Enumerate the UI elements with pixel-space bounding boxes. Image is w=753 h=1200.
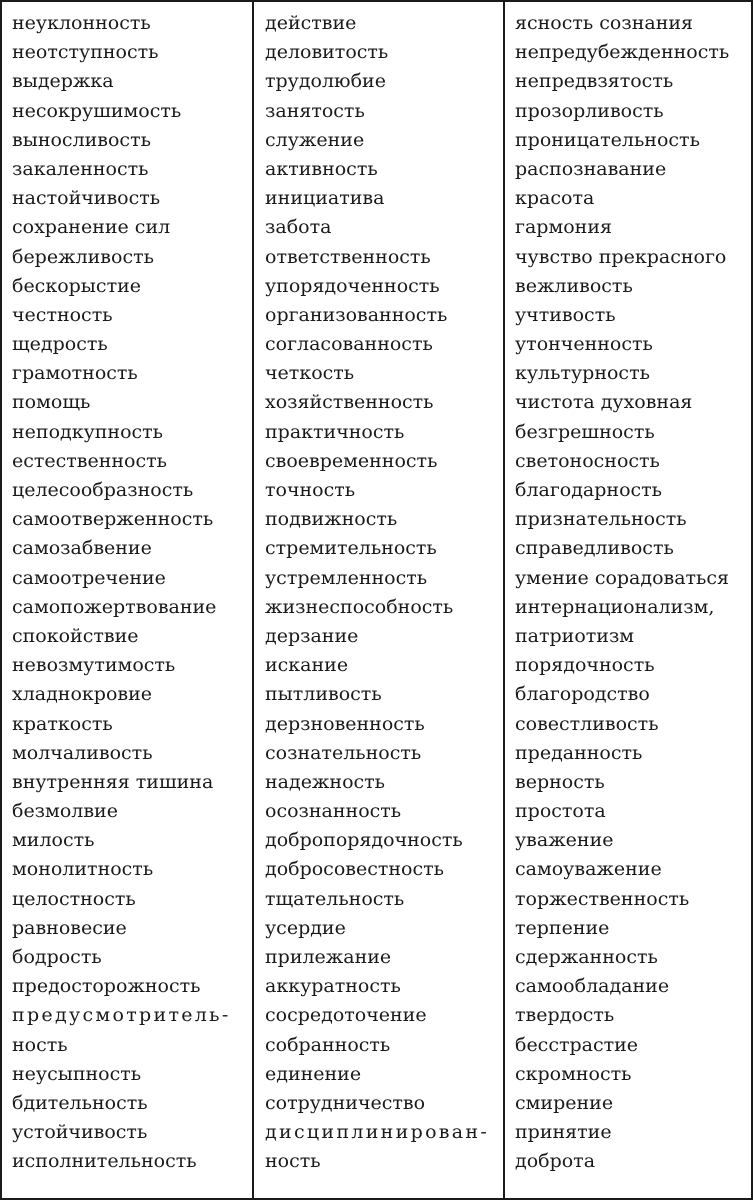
list-item: усердие (265, 916, 346, 939)
list-item: молчаливость (12, 741, 153, 764)
list-item: гармония (515, 216, 612, 239)
list-item: занятость (265, 99, 365, 122)
list-item: непредубежденность (515, 41, 730, 64)
list-item: благородство (515, 683, 650, 706)
list-item: практичность (265, 420, 405, 443)
list-item: выносливость (12, 128, 151, 151)
list-item: честность (12, 303, 113, 326)
list-item: самоотверженность (12, 508, 214, 531)
list-item: порядочность (515, 654, 655, 677)
list-item: стремительность (265, 537, 437, 560)
list-item: хозяйственность (265, 391, 434, 414)
list-item: устойчивость (12, 1121, 148, 1144)
list-item: сосредоточение (265, 1004, 427, 1027)
column-2-list (265, 9, 503, 1177)
list-item: дисциплинирован- (265, 1121, 490, 1144)
list-item: трудолюбие (265, 70, 386, 93)
list-item: признательность (515, 508, 687, 531)
list-item: сознательность (265, 741, 422, 764)
list-item: действие (265, 12, 357, 34)
list-item: проницательность (515, 128, 700, 151)
list-item: бдительность (12, 1091, 148, 1114)
list-item: скромность (515, 1062, 632, 1085)
list-item: благодарность (515, 479, 663, 501)
list-item: ность (12, 1033, 68, 1056)
list-item: справедливость (515, 537, 674, 560)
list-item: ответственность (265, 245, 431, 268)
list-item: четкость (265, 362, 355, 385)
list-item: устремленность (265, 566, 428, 589)
list-item: деловитость (265, 41, 389, 64)
list-item: надежность (265, 770, 386, 793)
list-item: подвижность (265, 508, 398, 531)
list-item: закаленность (12, 157, 149, 180)
list-item: организованность (265, 303, 448, 326)
list-item: самоотречение (12, 566, 166, 589)
list-item: невозмутимость (12, 654, 176, 677)
list-item: точность (265, 479, 356, 501)
list-item: тщательность (265, 887, 405, 910)
list-item: сохранение сил (12, 216, 171, 239)
list-item: чувство прекрасного (515, 245, 727, 268)
list-item: бесстрастие (515, 1033, 639, 1056)
list-item: милость (12, 829, 95, 852)
column-2 (252, 2, 503, 1198)
list-item: патриотизм (515, 624, 635, 647)
list-item: самоуважение (515, 858, 662, 881)
list-item: собранность (265, 1033, 391, 1056)
list-item: красота (515, 187, 595, 210)
list-item: сдержанность (515, 946, 658, 968)
list-item: умение сорадоваться (515, 566, 730, 589)
list-item: неуклонность (12, 12, 151, 34)
list-item: служение (265, 128, 365, 151)
list-item: исполнительность (12, 1150, 197, 1173)
list-item: преданность (515, 741, 643, 764)
list-item: инициатива (265, 187, 385, 210)
list-item: культурность (515, 362, 650, 385)
list-item: бескорыстие (12, 274, 141, 297)
list-item: ность (265, 1150, 321, 1173)
list-item: непредвзятость (515, 70, 674, 93)
list-item: забота (265, 216, 332, 239)
column-1-list (12, 9, 252, 1177)
list-item: внутренняя тишина (12, 770, 214, 793)
list-item: добросовестность (265, 858, 444, 881)
column-3-list (515, 9, 752, 1177)
list-item: прилежание (265, 946, 392, 968)
list-item: осознанность (265, 800, 402, 823)
list-item: упорядоченность (265, 274, 440, 297)
list-item: монолитность (12, 858, 154, 881)
list-item: верность (515, 770, 605, 793)
list-item: учтивость (515, 303, 616, 326)
list-item: безмолвие (12, 800, 118, 823)
list-item: добропорядочность (265, 829, 463, 852)
list-item: простота (515, 800, 606, 823)
list-item: доброта (515, 1150, 596, 1173)
list-item: грамотность (12, 362, 138, 385)
list-item: спокойствие (12, 624, 139, 647)
list-item: предусмотритель- (12, 1004, 231, 1027)
list-item: неусыпность (12, 1062, 142, 1085)
list-item: краткость (12, 712, 113, 735)
list-item: единение (265, 1062, 362, 1085)
list-item: совестливость (515, 712, 659, 735)
list-item: своевременность (265, 449, 438, 472)
list-item: активность (265, 157, 378, 180)
list-item: чистота духовная (515, 391, 693, 414)
list-item: ясность сознания (515, 12, 694, 34)
list-item: пытливость (265, 683, 382, 706)
list-item: целесообразность (12, 479, 194, 501)
list-item: целостность (12, 887, 136, 910)
list-item: несокрушимость (12, 99, 182, 122)
list-item: самозабвение (12, 537, 152, 560)
list-item: безгрешность (515, 420, 655, 443)
list-item: искание (265, 654, 349, 677)
list-item: настойчивость (12, 187, 161, 210)
list-item: равновесие (12, 916, 127, 939)
list-item: сотрудничество (265, 1091, 426, 1114)
list-item: утонченность (515, 333, 653, 356)
list-item: неотступность (12, 41, 159, 64)
list-item: принятие (515, 1121, 612, 1144)
list-item: естественность (12, 449, 167, 472)
list-item: интернационализм, (515, 595, 715, 618)
list-item: аккуратность (265, 975, 401, 998)
list-item: уважение (515, 829, 614, 852)
list-item: согласованность (265, 333, 433, 356)
column-1 (2, 2, 252, 1198)
list-item: помощь (12, 391, 91, 414)
list-item: вежливость (515, 274, 633, 297)
column-3 (503, 2, 752, 1198)
list-item: дерзание (265, 624, 359, 647)
list-item: жизнеспособность (265, 595, 454, 618)
list-item: смирение (515, 1091, 614, 1114)
list-item: бодрость (12, 946, 102, 968)
list-item: твердость (515, 1004, 615, 1027)
list-item: самопожертвование (12, 595, 217, 618)
list-item: распознавание (515, 157, 667, 180)
list-item: прозорливость (515, 99, 664, 122)
list-item: торжественность (515, 887, 690, 910)
list-item: дерзновенность (265, 712, 425, 735)
list-item: хладнокровие (12, 683, 152, 706)
list-item: неподкупность (12, 420, 164, 443)
list-item: бережливость (12, 245, 154, 268)
list-item: предосторожность (12, 975, 201, 998)
list-item: щедрость (12, 333, 108, 356)
list-item: терпение (515, 916, 610, 939)
list-item: светоносность (515, 449, 660, 472)
list-item: самообладание (515, 975, 670, 998)
list-item: выдержка (12, 70, 114, 93)
